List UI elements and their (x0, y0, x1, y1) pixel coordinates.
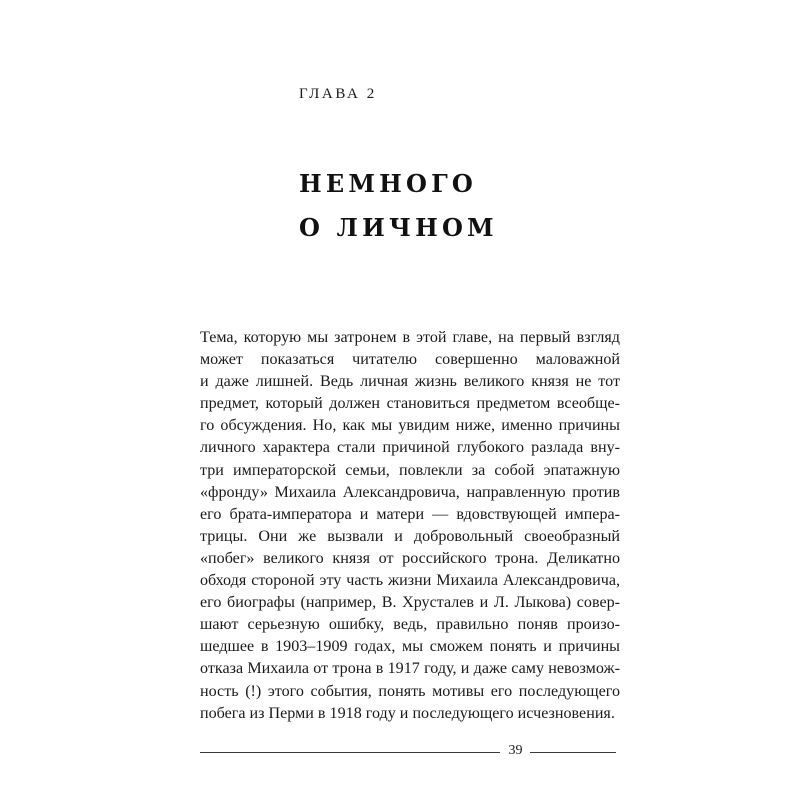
text-line: три императорской семьи, повлекли за собой эпатажную (200, 461, 620, 479)
chapter-title-line: НЕМНОГО (299, 169, 477, 198)
chapter-title (299, 162, 498, 250)
text-line: его биографы (например, В. Хрусталев и Л. Лыкова) совер- (200, 594, 620, 612)
text-line: обходя стороной эту часть жизни Михаила Александровича, (200, 572, 620, 590)
text-line: шают серьезную ошибку, ведь, правильно поняв произо- (200, 616, 620, 634)
text-line: трицы. Они же вызвали и добровольный своеобразный (200, 527, 620, 545)
text-line: шедшее в 1903–1909 годах, мы сможем понять и причины (200, 638, 620, 656)
body-paragraph (200, 327, 620, 725)
text-line: Тема, которую мы затронем в этой главе, на первый взгляд (200, 329, 620, 346)
text-line: личного характера стали причиной глубокого разлада внy- (200, 439, 620, 457)
page-number: 39 (508, 743, 523, 758)
chapter-title-line: О ЛИЧНОМ (299, 213, 498, 242)
footer-rule-left (200, 752, 500, 753)
text-line: может показаться читателю совершенно маловажной (200, 351, 620, 369)
text-line: «фронду» Михаила Александровича, направленную против (200, 483, 620, 501)
text-line: «побег» великого князя от российского трона. Деликатно (200, 549, 620, 567)
text-line: го обсуждения. Но, как мы увидим ниже, именно причины (200, 417, 620, 435)
text-line: отказа Михаила от трона в 1917 году, и даже саму невозмож- (200, 660, 620, 678)
text-line: побега из Перми в 1918 году и последующего исчезновения. (200, 704, 615, 722)
chapter-label: ГЛАВА 2 (299, 86, 377, 102)
text-line: и даже лишней. Ведь личная жизнь великого князя не тот (200, 373, 620, 391)
text-line: предмет, который должен становиться предметом всеобще- (200, 395, 620, 413)
text-line: его брата-императора и матери — вдовствующей импера- (200, 505, 620, 523)
text-line: ность (!) этого события, понять мотивы его последующего (200, 682, 620, 700)
footer-rule-right (530, 752, 616, 753)
